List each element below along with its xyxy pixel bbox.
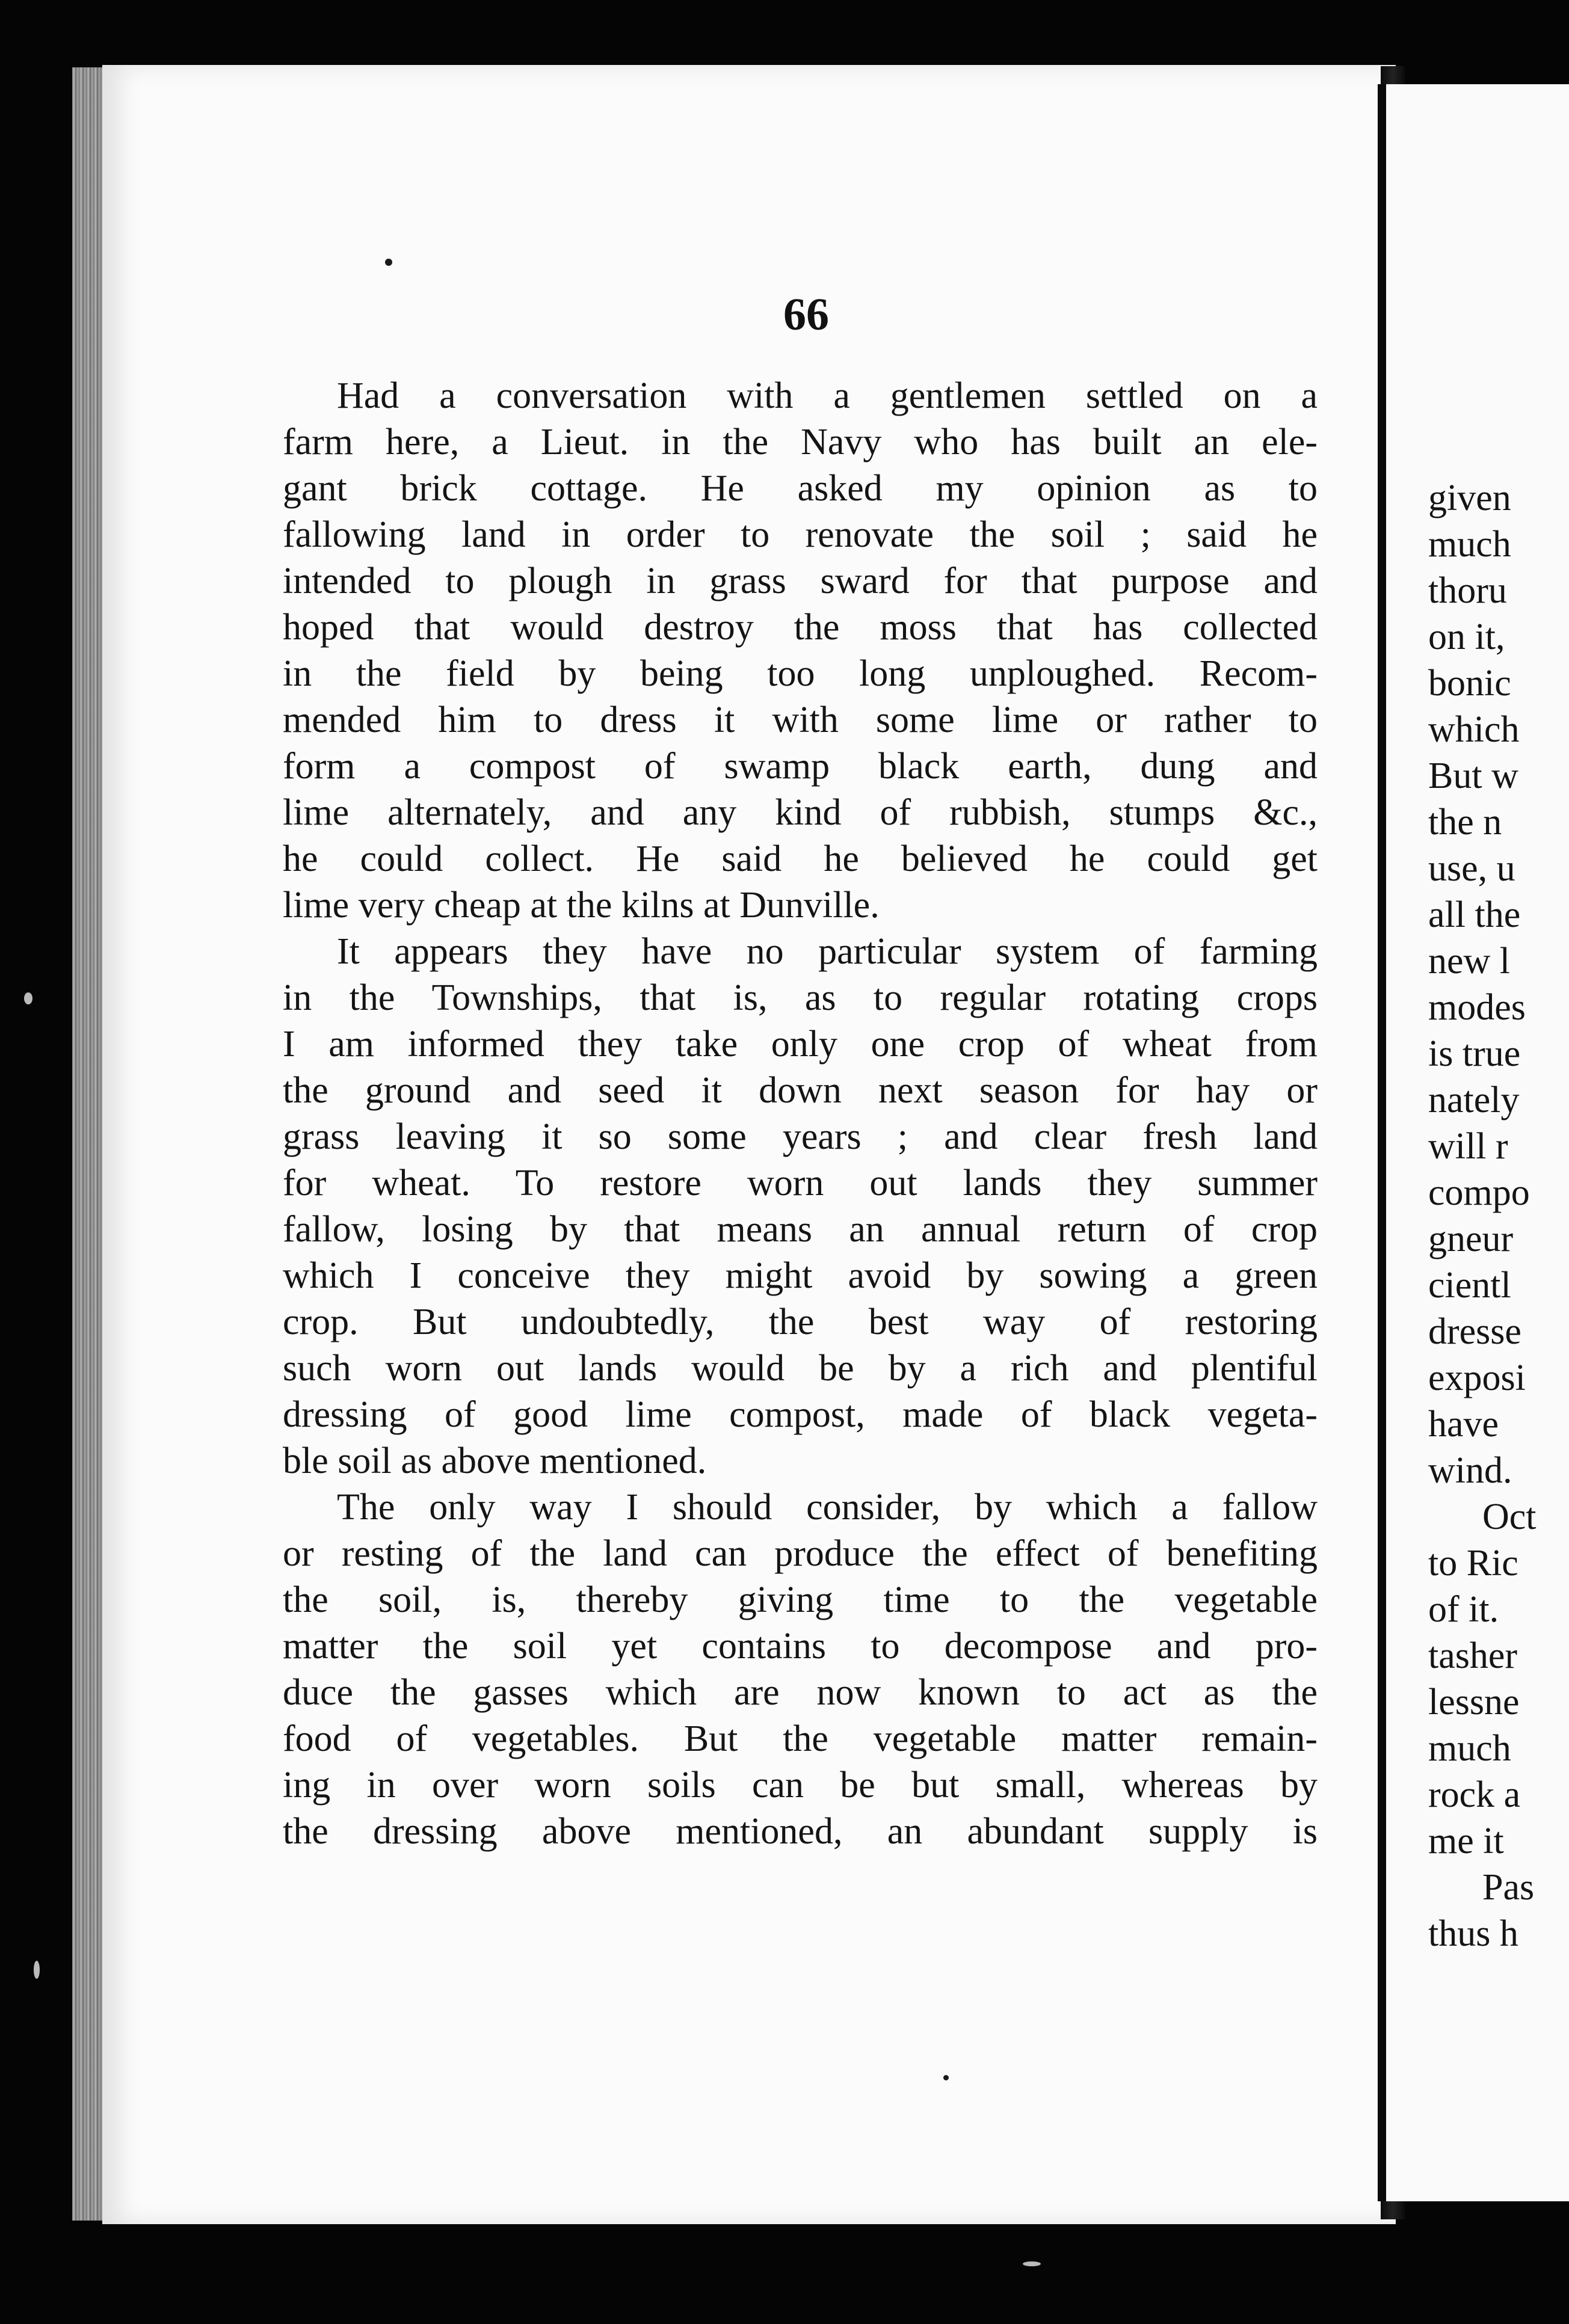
facing-line: thus h <box>1428 1913 1518 1954</box>
facing-line: new l <box>1428 941 1511 982</box>
text-line: Had a conversation with a gentlemen settled on a <box>337 375 1318 416</box>
text-line: the dressing above mentioned, an abundant supply is <box>283 1811 1318 1852</box>
facing-line: modes <box>1428 987 1526 1028</box>
facing-line: all the <box>1428 894 1521 935</box>
facing-line: But w <box>1428 755 1518 796</box>
text-line: he could collect. He said he believed he could get <box>283 838 1318 879</box>
facing-page-text <box>1428 475 1569 1957</box>
facing-line: lessne <box>1428 1682 1520 1723</box>
text-line: grass leaving it so some years ; and clear fresh land <box>283 1116 1318 1157</box>
facing-line: rock a <box>1428 1774 1521 1815</box>
text-line: It appears they have no particular system of farming <box>337 931 1318 972</box>
facing-line: exposi <box>1428 1357 1526 1398</box>
text-line: gant brick cottage. He asked my opinion as to <box>283 468 1318 509</box>
facing-line: of it. <box>1428 1589 1499 1630</box>
text-line: or resting of the land can produce the effect of benefiting <box>283 1533 1318 1574</box>
facing-line: compo <box>1428 1172 1530 1213</box>
text-line: lime alternately, and any kind of rubbish, stumps &c., <box>283 792 1318 833</box>
scan-dust <box>1023 2261 1041 2266</box>
facing-line: given <box>1428 478 1511 518</box>
text-line: such worn out lands would be by a rich and plentiful <box>283 1348 1318 1389</box>
facing-line: tasher <box>1428 1635 1518 1676</box>
text-line: The only way I should consider, by which a fallow <box>337 1487 1318 1528</box>
facing-line: which <box>1428 709 1520 750</box>
facing-line: cientl <box>1428 1265 1511 1306</box>
text-line: I am informed they take only one crop of wheat from <box>283 1024 1318 1065</box>
facing-line: thoru <box>1428 570 1507 611</box>
text-line: food of vegetables. But the vegetable matter remain- <box>283 1718 1318 1759</box>
facing-line: much <box>1428 524 1511 565</box>
page-body-text <box>283 373 1318 1855</box>
facing-line: bonic <box>1428 663 1511 704</box>
ink-speck <box>943 2075 949 2080</box>
text-line: the ground and seed it down next season for hay or <box>283 1070 1318 1111</box>
text-line: for wheat. To restore worn out lands they summer <box>283 1163 1318 1204</box>
facing-line: is true <box>1428 1033 1521 1074</box>
facing-line: Oct <box>1482 1496 1537 1537</box>
text-line: in the Townships, that is, as to regular rotating crops <box>283 977 1318 1018</box>
facing-line: have <box>1428 1404 1499 1445</box>
facing-line: use, u <box>1428 848 1515 889</box>
text-line: matter the soil yet contains to decompose and pro- <box>283 1626 1318 1667</box>
facing-line: wind. <box>1428 1450 1512 1491</box>
text-line: farm here, a Lieut. in the Navy who has built an ele- <box>283 422 1318 463</box>
text-line: the soil, is, thereby giving time to the vegetable <box>283 1579 1318 1620</box>
text-line: intended to plough in grass sward for that purpose and <box>283 561 1318 601</box>
text-line: ing in over worn soils can be but small, whereas by <box>283 1765 1318 1806</box>
scan-dust <box>34 1961 40 1979</box>
facing-line: to Ric <box>1428 1543 1518 1584</box>
facing-line: Pas <box>1482 1867 1535 1908</box>
text-line: mended him to dress it with some lime or rather to <box>283 699 1318 740</box>
facing-line: the n <box>1428 802 1502 843</box>
ink-speck <box>385 259 392 266</box>
facing-line: gneur <box>1428 1219 1514 1259</box>
facing-line: will r <box>1428 1126 1508 1167</box>
text-line: in the field by being too long unploughed. Recom- <box>283 653 1318 694</box>
text-line: fallow, losing by that means an annual return of crop <box>283 1209 1318 1250</box>
text-line: lime very cheap at the kilns at Dunville. <box>283 885 880 926</box>
scan-dust <box>24 992 32 1004</box>
text-line: ble soil as above mentioned. <box>283 1440 707 1481</box>
text-line: dressing of good lime compost, made of black vegeta- <box>283 1394 1318 1435</box>
facing-line: on it, <box>1428 616 1505 657</box>
facing-line: dresse <box>1428 1311 1521 1352</box>
text-line: fallowing land in order to renovate the soil ; said he <box>283 514 1318 555</box>
facing-line: me it <box>1428 1821 1504 1861</box>
text-line: which I conceive they might avoid by sowing a green <box>283 1255 1318 1296</box>
text-line: duce the gasses which are now known to act as the <box>283 1672 1318 1713</box>
text-line: hoped that would destroy the moss that has collected <box>283 607 1318 648</box>
text-line: crop. But undoubtedly, the best way of restoring <box>283 1302 1318 1342</box>
facing-page <box>1378 84 1569 2201</box>
facing-line: nately <box>1428 1080 1520 1120</box>
text-line: form a compost of swamp black earth, dung and <box>283 746 1318 787</box>
facing-line: much <box>1428 1728 1511 1769</box>
page-number: 66 <box>783 289 829 340</box>
